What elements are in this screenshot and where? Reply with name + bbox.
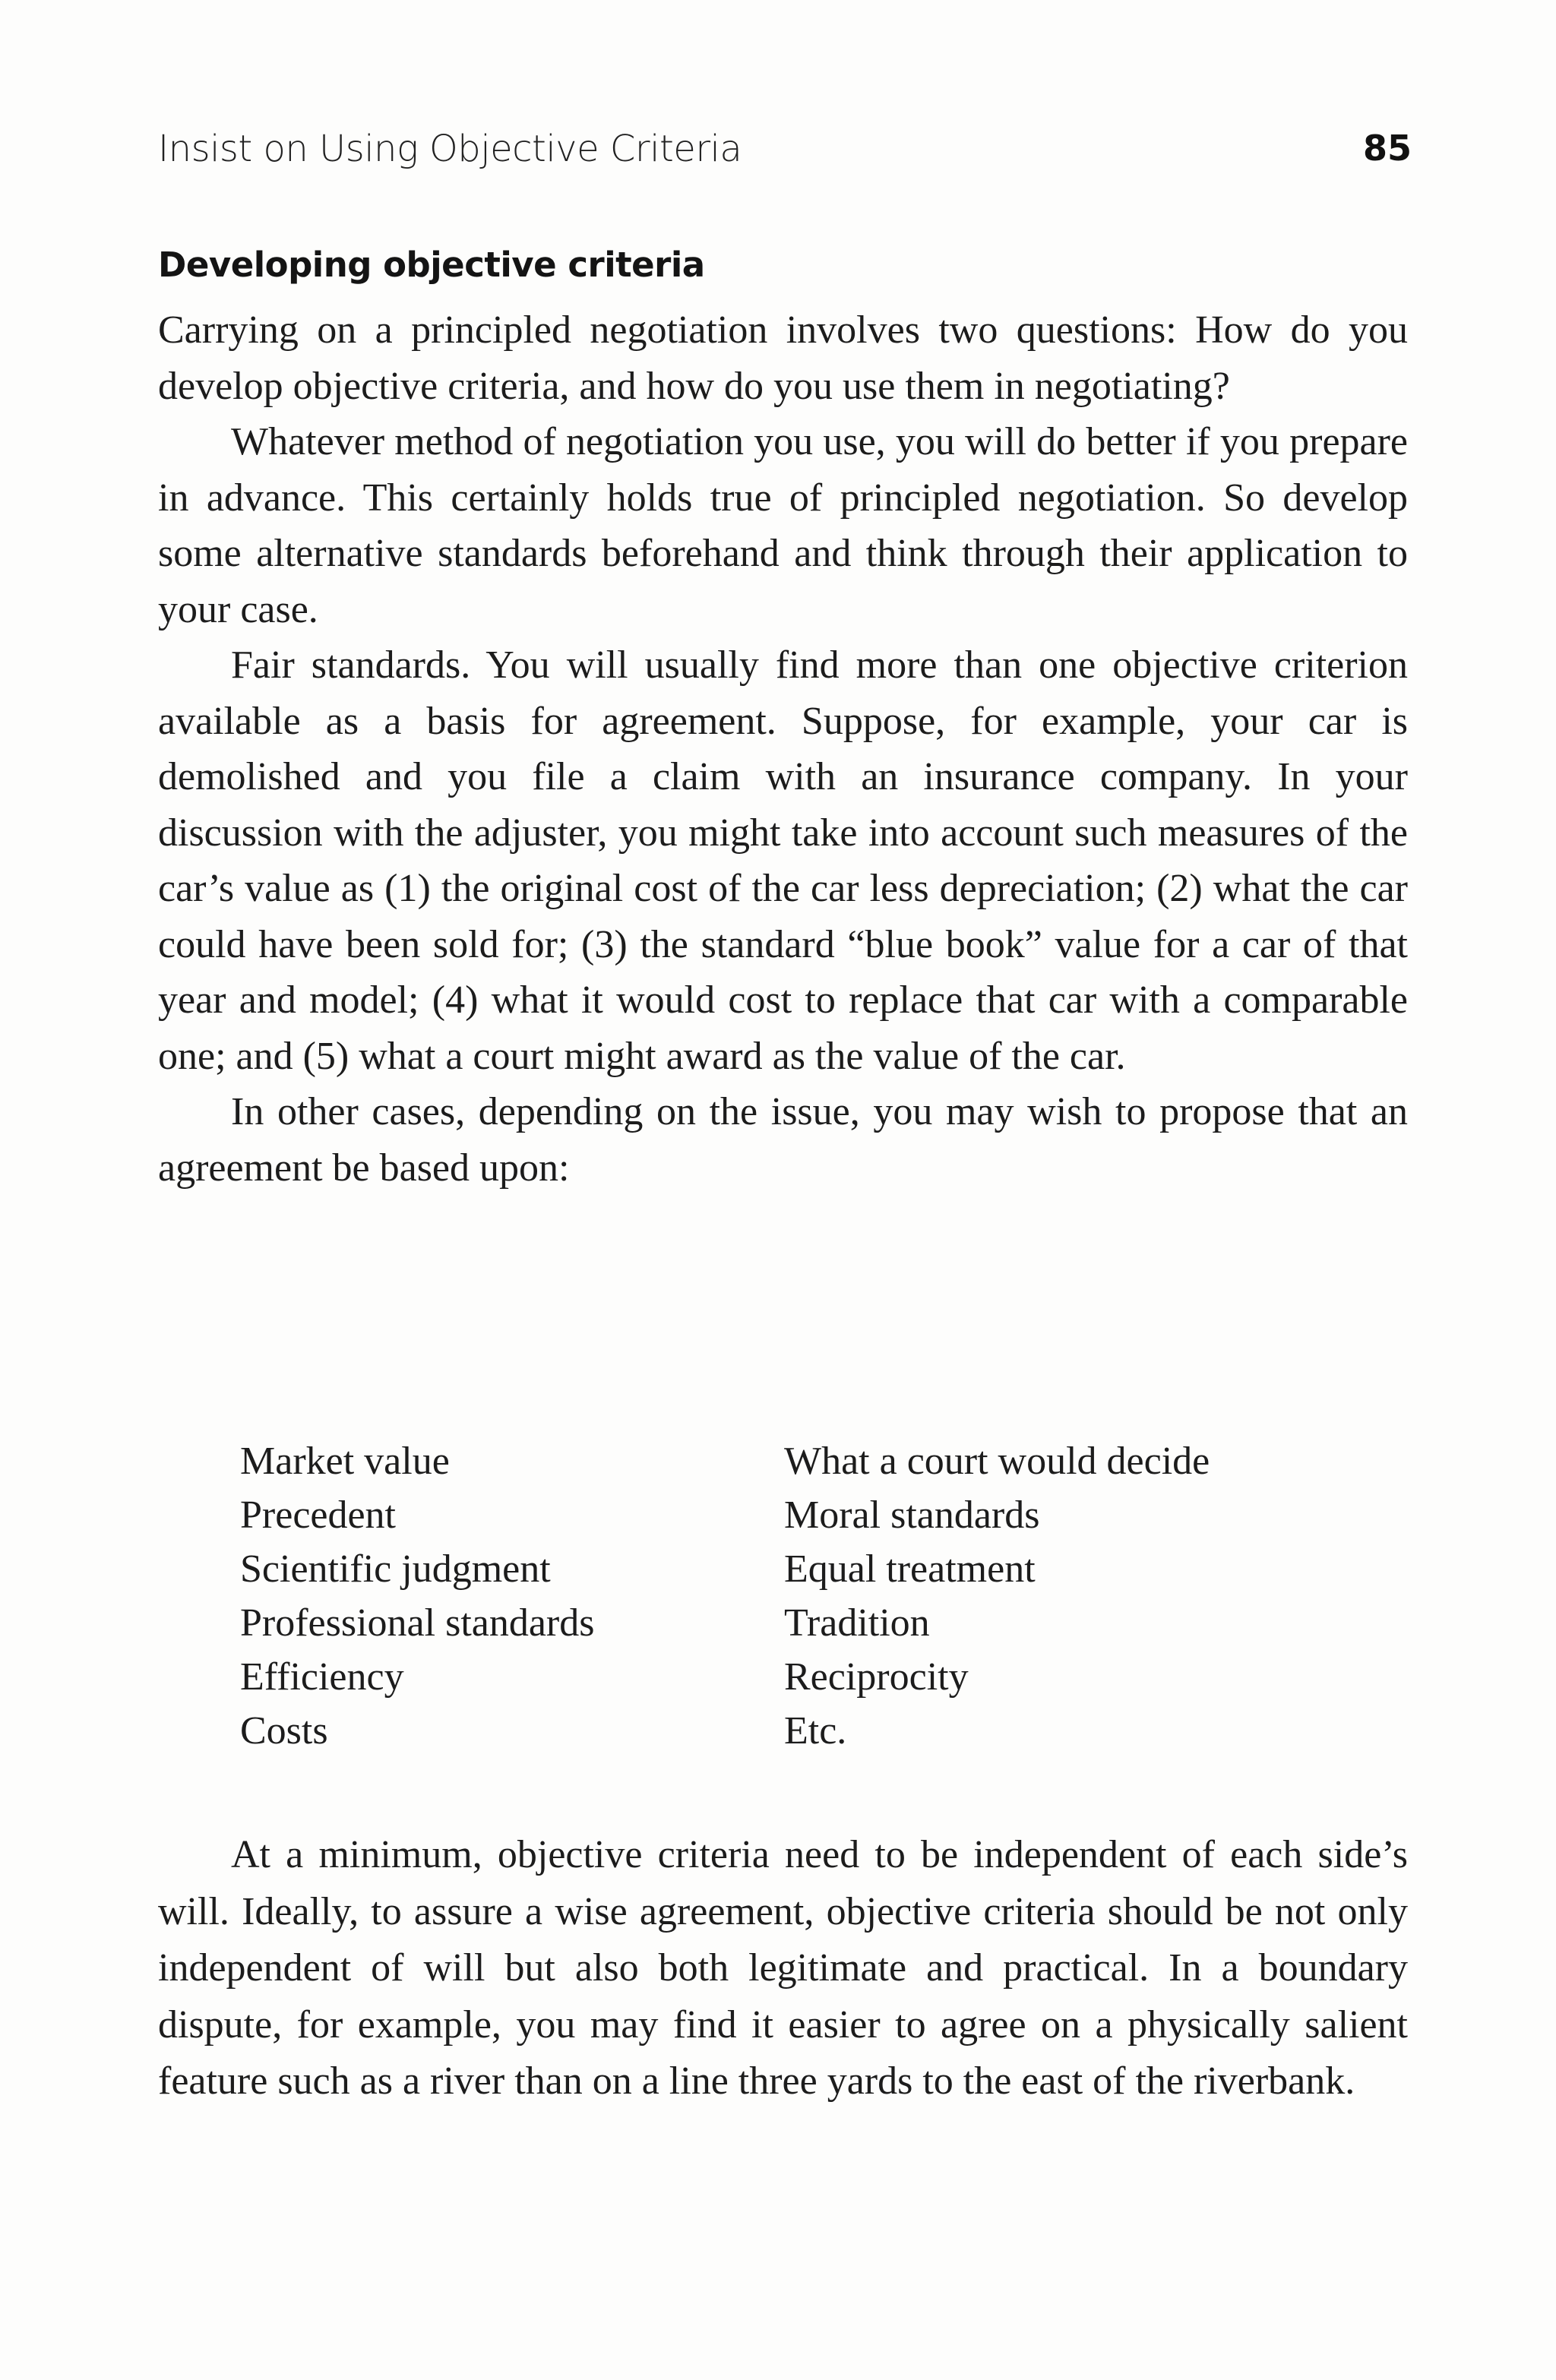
section-heading: Developing objective criteria [158, 245, 705, 285]
criteria-item: Market value [240, 1440, 450, 1483]
criteria-item: Efficiency [240, 1655, 404, 1699]
criteria-item: Etc. [784, 1709, 847, 1753]
criteria-item: Equal treatment [784, 1547, 1036, 1591]
running-head [158, 128, 1412, 181]
criteria-item: Professional standards [240, 1601, 595, 1645]
criteria-item: Scientific judgment [240, 1547, 551, 1591]
page-number: 85 [1362, 128, 1412, 169]
criteria-item: Moral standards [784, 1493, 1040, 1537]
criteria-item: Reciprocity [784, 1655, 969, 1699]
criteria-item: Precedent [240, 1493, 397, 1537]
criteria-column-left [240, 1434, 594, 1758]
closing-text [158, 1827, 1408, 2110]
paragraph-prepare: Whatever method of negotiation you use, you will do better if you prepare in advance. This certainly holds true of principled negotiation. So develop some alternative standards beforehand and think through their application to your case. [158, 420, 1408, 631]
paragraph-other-cases: In other cases, depending on the issue, you may wish to propose that an agreement be based upon: [158, 1090, 1408, 1190]
criteria-item: Tradition [784, 1601, 930, 1645]
criteria-item: Costs [240, 1709, 328, 1753]
criteria-column-right [784, 1434, 1210, 1758]
criteria-item: What a court would decide [784, 1440, 1210, 1483]
paragraph-closing: At a minimum, objective criteria need to be independent of each side’s will. Ideally, to assure a wise agreement, objective criteria should be not only independent of will but also both legitimate and practical. In a boundary dispute, for example, you may find it easier to agree on a physically salient feature such as a river than on a line three yards to the east of the riverbank. [158, 1833, 1408, 2103]
paragraph-intro: Carrying on a principled negotiation involves two questions: How do you develop objective criteria, and how do you use them in negotiating? [158, 308, 1408, 408]
running-title: Insist on Using Objective Criteria [158, 128, 742, 170]
body-text [158, 302, 1408, 1196]
paragraph-fair-standards: Fair standards. You will usually find more than one objective criterion available as a basis for agreement. Suppose, for example, your car is demolished and you file a claim with an insurance company. In your discussion with the adjuster, you might take into account such measures of the car’s value as (1) the original cost of the car less depreciation; (2) what the car could have been sold for; (3) the standard “blue book” value for a car of that year and model; (4) what it would cost to replace that car with a comparable one; and (5) what a court might award as the value of the car. [158, 643, 1408, 1078]
